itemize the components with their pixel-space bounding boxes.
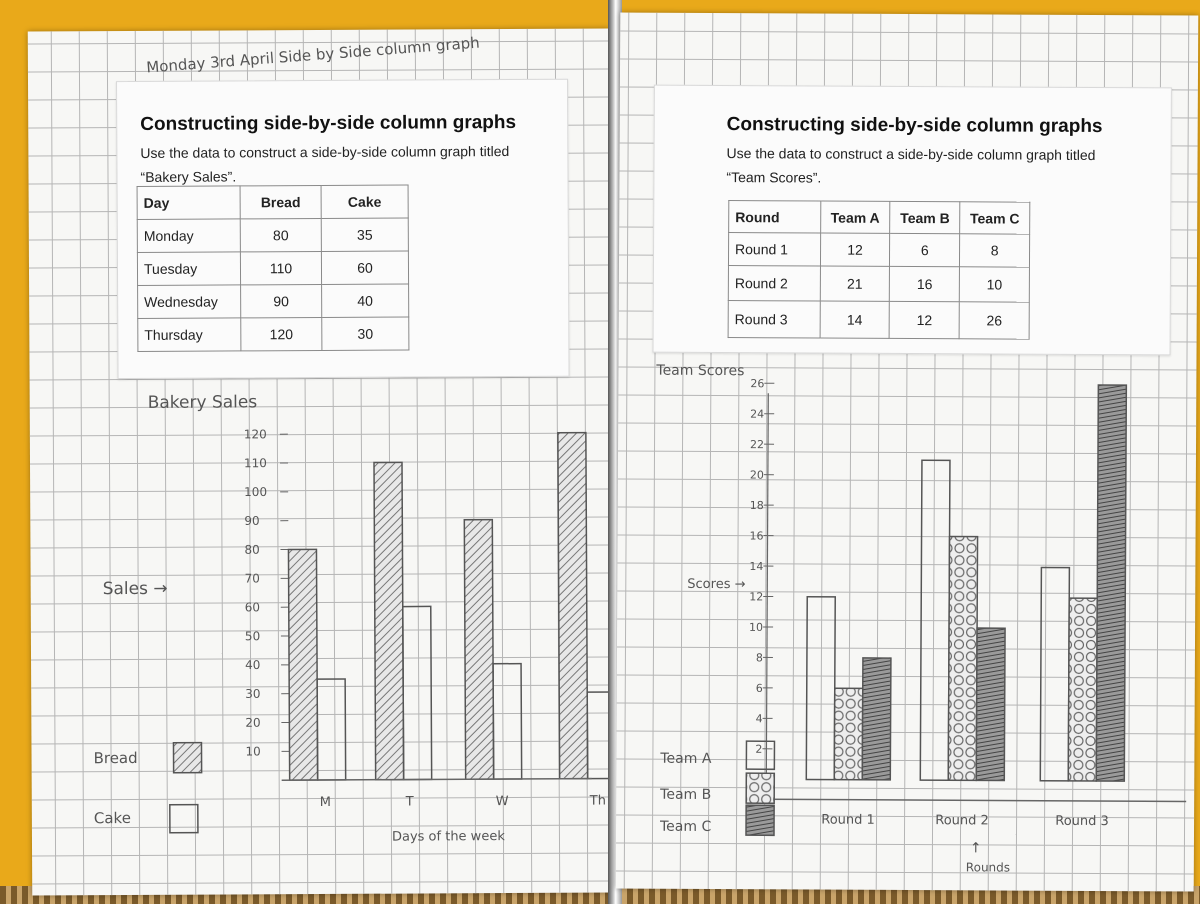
bar-team-b xyxy=(948,537,977,781)
legend-team-c-label: Team C xyxy=(659,818,712,835)
x-tick-label: Round 1 xyxy=(821,812,875,828)
bar-bread xyxy=(288,549,317,780)
y-tick-label: 80 xyxy=(244,542,260,557)
left-notebook-page xyxy=(28,28,615,895)
bar-bread xyxy=(558,433,588,779)
bar-team-b xyxy=(1068,598,1097,781)
team-y-axis-label: Scores → xyxy=(687,576,746,593)
worksheet-instruction: Use the data to construct a side-by-side column graph titled xyxy=(140,143,510,161)
legend-team-b-swatch xyxy=(746,773,774,803)
bakery-y-axis-label: Sales → xyxy=(102,578,168,600)
table-cell: Round 2 xyxy=(728,266,820,301)
bakery-x-axis-label: Days of the week xyxy=(391,829,505,845)
y-tick-label: 4 xyxy=(755,712,763,726)
bar-team-b xyxy=(834,688,862,780)
y-tick-label: 22 xyxy=(750,438,765,452)
table-cell: 110 xyxy=(240,251,321,284)
legend-team-b-label: Team B xyxy=(660,786,712,803)
legend-team-c-swatch xyxy=(746,805,774,835)
table-cell: 30 xyxy=(322,317,409,350)
table-cell: 40 xyxy=(322,284,409,317)
y-tick-label: 20 xyxy=(749,468,764,482)
table-cell: 6 xyxy=(890,233,960,266)
bar-cake xyxy=(493,664,522,779)
y-tick-label: 90 xyxy=(244,513,260,528)
table-cell: Monday xyxy=(137,219,240,253)
y-tick-label: 16 xyxy=(749,529,764,543)
worksheet-title: Constructing side-by-side column graphs xyxy=(140,111,517,135)
right-notebook-page xyxy=(616,12,1199,891)
y-tick-label: 60 xyxy=(244,600,261,615)
table-cell: 120 xyxy=(241,317,322,350)
bar-cake xyxy=(317,679,346,780)
y-tick-label: 26 xyxy=(750,377,765,391)
handwritten-date-heading: Monday 3rd April Side by Side column graph xyxy=(145,33,481,77)
x-tick-label: Round 3 xyxy=(1055,813,1109,830)
table-cell: 12 xyxy=(820,233,890,266)
bar-team-a xyxy=(920,460,950,780)
table-cell: Wednesday xyxy=(138,285,241,319)
x-tick-label: Round 2 xyxy=(935,813,989,829)
bar-bread xyxy=(374,462,404,779)
table-cell: 16 xyxy=(890,266,960,301)
bar-team-c xyxy=(862,658,891,780)
table-cell: 8 xyxy=(960,234,1030,267)
team-chart-svg xyxy=(616,12,1199,891)
table-cell: Round 1 xyxy=(728,233,820,266)
table-cell: 60 xyxy=(321,251,408,284)
table-cell: 21 xyxy=(820,266,890,301)
worksheet-graph-title: “Bakery Sales”. xyxy=(140,168,237,185)
team-up-arrow: ↑ xyxy=(969,840,982,857)
y-tick-label: 40 xyxy=(245,657,261,673)
x-tick-label: Th xyxy=(589,793,607,809)
legend-cake-swatch xyxy=(170,805,198,833)
team-x-axis-label: Rounds xyxy=(965,860,1011,875)
y-tick-label: 14 xyxy=(749,559,764,574)
table-cell: 90 xyxy=(241,284,322,317)
y-tick-label: 10 xyxy=(245,744,261,759)
team-graph-title: Team Scores xyxy=(656,362,745,380)
bakery-chart-svg xyxy=(28,28,615,895)
y-tick-label: 100 xyxy=(244,484,268,500)
table-header: Round xyxy=(729,201,821,233)
bar-bread xyxy=(464,520,493,780)
x-tick-label: T xyxy=(405,794,414,810)
bar-team-c xyxy=(1096,385,1126,781)
y-tick-label: 2 xyxy=(755,742,763,756)
table-cell: Tuesday xyxy=(137,252,240,286)
legend-cake-label: Cake xyxy=(93,809,131,828)
bar-cake xyxy=(403,606,432,779)
bar-team-c xyxy=(976,628,1005,780)
table-header: Team C xyxy=(960,202,1030,234)
y-tick-label: 70 xyxy=(244,571,260,586)
table-cell: 80 xyxy=(240,218,321,251)
table-header: Bread xyxy=(240,185,321,218)
y-tick-label: 120 xyxy=(243,427,267,442)
table-cell: 35 xyxy=(321,218,408,251)
y-tick-label: 18 xyxy=(749,499,764,513)
legend-team-a-label: Team A xyxy=(660,750,712,767)
team-x-axis xyxy=(766,799,1186,801)
bakery-x-axis xyxy=(282,779,592,781)
table-header: Day xyxy=(137,186,240,220)
x-tick-label: M xyxy=(319,794,332,811)
y-tick-label: 110 xyxy=(243,456,267,471)
table-header: Cake xyxy=(321,185,408,218)
y-tick-label: 12 xyxy=(749,590,764,604)
table-cell: 14 xyxy=(820,301,890,338)
x-tick-label: W xyxy=(495,794,509,810)
table-cell: Round 3 xyxy=(728,301,820,338)
y-tick-label: 8 xyxy=(755,651,763,665)
worksheet-instruction: Use the data to construct a side-by-side column graph titled xyxy=(726,145,1096,163)
table-header: Team B xyxy=(890,201,960,233)
y-tick-label: 50 xyxy=(244,629,261,644)
table-cell: Thursday xyxy=(138,318,241,352)
worksheet-title: Constructing side-by-side column graphs xyxy=(726,114,1103,138)
table-cell: 12 xyxy=(889,301,959,338)
bakery-graph-title: Bakery Sales xyxy=(147,392,258,413)
legend-bread-label: Bread xyxy=(93,748,138,768)
bar-team-a xyxy=(806,597,835,780)
bar-team-a xyxy=(1040,567,1069,780)
legend-bread-swatch xyxy=(173,743,201,773)
y-tick-label: 10 xyxy=(749,620,764,634)
worksheet-graph-title: “Team Scores”. xyxy=(726,169,822,186)
table-cell: 26 xyxy=(959,302,1029,339)
y-tick-label: 6 xyxy=(755,681,763,695)
y-tick-label: 24 xyxy=(750,407,765,421)
table-cell: 10 xyxy=(959,267,1029,302)
table-header: Team A xyxy=(820,201,890,233)
y-tick-label: 20 xyxy=(245,715,261,730)
y-tick-label: 30 xyxy=(245,686,261,701)
